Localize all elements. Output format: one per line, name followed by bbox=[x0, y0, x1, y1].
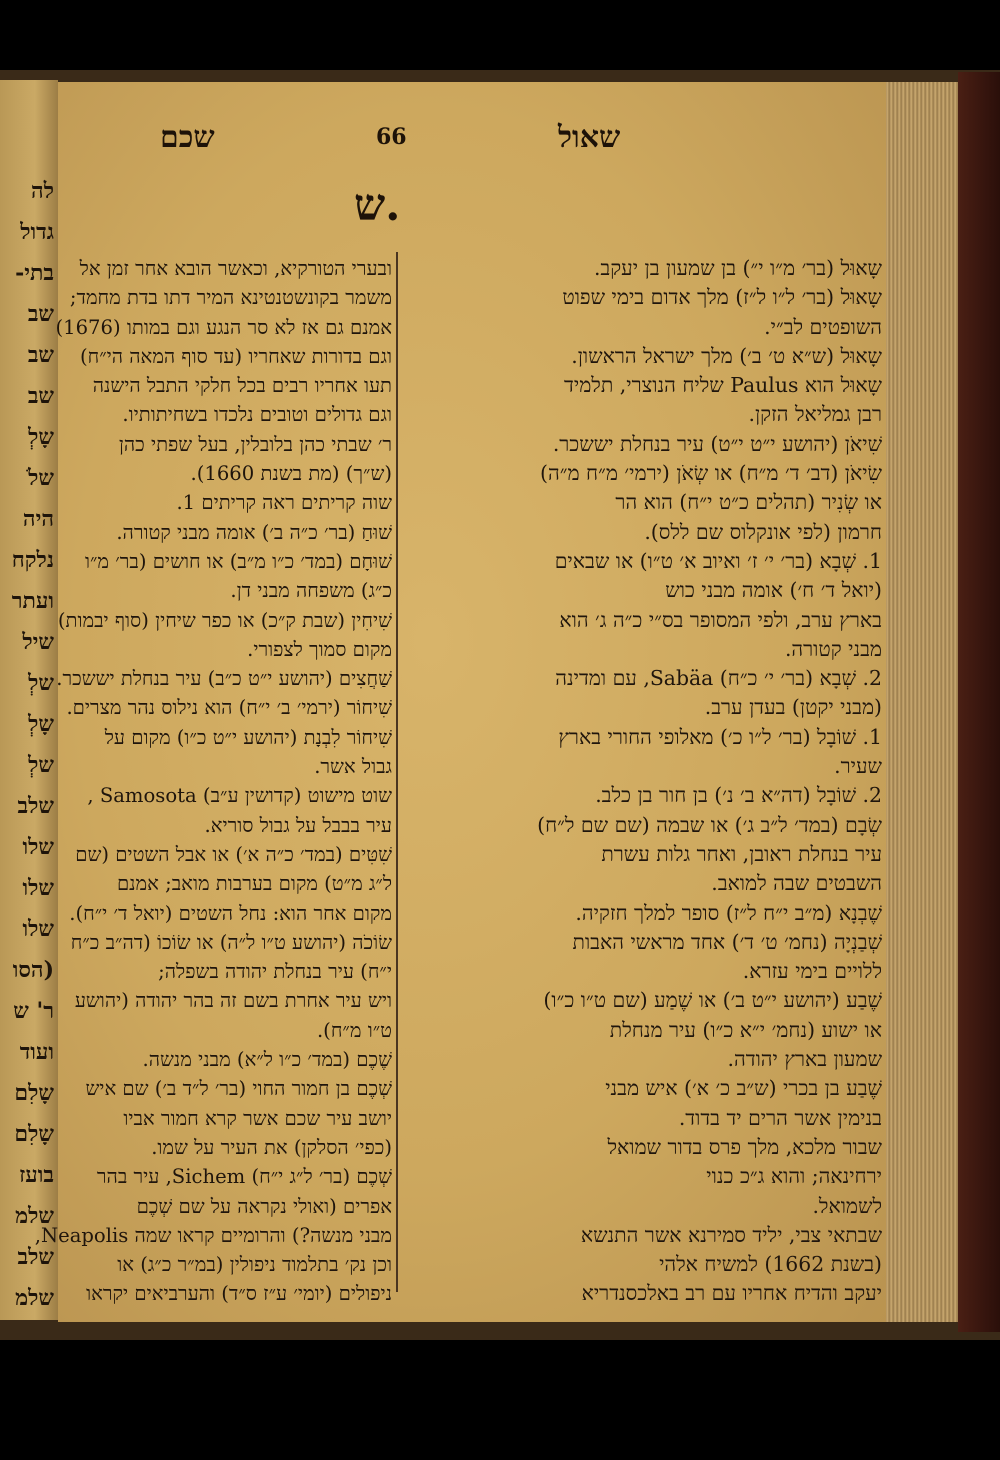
text-line: ללויים בימי עזרא. bbox=[742, 959, 882, 984]
text-line: שְׁבַנְיָה (נחמ׳ ט׳ ד׳) אחד מראשי האבות bbox=[572, 929, 882, 954]
previous-page-fragment: בתי- bbox=[15, 260, 54, 286]
previous-page-fragment: שב bbox=[27, 342, 54, 368]
text-line: שוה קריתים ראה קריתים 1. bbox=[176, 491, 392, 515]
text-line: (בשנת 1662) למשיח אלהי bbox=[659, 1252, 882, 1277]
previous-page-fragment: שב bbox=[27, 383, 54, 409]
header-right-word: שאול bbox=[558, 120, 621, 155]
previous-page-fragment: שלב bbox=[17, 1244, 54, 1270]
text-line: יעקב והדיח אחריו עם רב באלכסנדריא bbox=[581, 1281, 882, 1306]
text-line: שִׁיאֹן (יהושע י״ט י״ט) עיר בנחלת יששכר. bbox=[552, 431, 882, 456]
text-line: שֶׁבַע (יהושע י״ט ב׳) או שֶׁמַע (שם ט״ו כ״ו) bbox=[543, 988, 882, 1013]
text-line: חרמון (לפי אונקלוס שם ללס). bbox=[644, 519, 882, 544]
text-line: עיר בבבל על גבול סוריא. bbox=[204, 813, 392, 837]
previous-page-fragment: שָלִם bbox=[14, 1121, 54, 1147]
text-line: 2. שׁוֹבָל (דה״א ב׳ נ׳) בן חור בן כלב. bbox=[595, 783, 882, 808]
section-letter: ש. bbox=[354, 180, 401, 231]
text-line: שבור מלכא, מלך פרס בדור שמואל bbox=[607, 1134, 882, 1159]
text-line: שָאוּל (בר׳ מ״ו י״) בן שמעון בן יעקב. bbox=[593, 256, 882, 280]
previous-page-fragment: שלמ bbox=[15, 1203, 54, 1229]
previous-page-fragment: שלו bbox=[22, 834, 54, 860]
text-line: שׁוּחַ (בר׳ כ״ה ב׳) אומה מבני קטורה. bbox=[116, 520, 392, 544]
text-line: מקום סמוך לצפורי. bbox=[247, 637, 392, 661]
text-line: גבול אשר. bbox=[314, 755, 392, 779]
text-line: שמעון בארץ יהודה. bbox=[727, 1047, 882, 1072]
text-line: השבטים שבה למואב. bbox=[711, 871, 882, 896]
text-line: שִׁיחוֹר (ירמי׳ ב׳ י״ח) הוא נילוס נהר מצרים. bbox=[66, 696, 392, 720]
header-left-word: שכם bbox=[160, 120, 215, 155]
text-line: בנימין אשר הרים יד בדוד. bbox=[678, 1105, 882, 1130]
text-line: י״ח) עיר בנחלת יהודה בשפלה; bbox=[158, 960, 392, 984]
text-line: (מבני יקטן) בעדן ערב. bbox=[704, 695, 882, 720]
book-cover-edge bbox=[958, 72, 1000, 1332]
text-line: עיר בנחלת ראובן, ואחר גלות עשרת bbox=[601, 841, 882, 866]
previous-page-fragment: שלמ bbox=[15, 1285, 54, 1311]
text-line: 1. שְׁבָא (בר׳ י׳ ז׳ ואיוב א׳ ט״ו) או שבאים bbox=[554, 548, 882, 573]
text-line: ט״ו מ״ח). bbox=[316, 1018, 392, 1042]
text-line: וכן נק׳ בתלמוד ניפולין (במ״ר כ״ג) או bbox=[117, 1253, 392, 1277]
text-line: יושב עיר שכם אשר קרא חמור אביו bbox=[123, 1106, 392, 1130]
text-line: שְׂבָם (במד׳ ל״ב ג׳) או שבמה (שם שם ל״ח) bbox=[537, 812, 882, 837]
text-line: מבני מנשה?) והרומיים קראו שמה Neapolis, bbox=[34, 1223, 392, 1247]
text-line: שֶׁבַע בן בכרי (ש״ב כ׳ א׳) איש מבני bbox=[605, 1076, 882, 1101]
previous-page-fragment: (הסו bbox=[12, 957, 54, 983]
page-number: 66 bbox=[376, 124, 407, 150]
text-line: שׂוֹכֹה (יהושע ט״ו ל״ה) או שׂוֹכוֹ (דה״ב כ״ח bbox=[70, 930, 392, 954]
previous-page-fragment: שלְ bbox=[28, 752, 54, 778]
previous-page-fragment: בועז bbox=[19, 1162, 54, 1188]
previous-page-fragment: שב bbox=[27, 301, 54, 327]
page-stack-edge bbox=[882, 82, 962, 1322]
text-line: שְׁכֶם בן חמור החוי (בר׳ ל״ד ב׳) שם איש bbox=[85, 1077, 392, 1101]
text-line: אמנם גם אז לא סר הנגע וגם במותו (1676) bbox=[55, 315, 392, 339]
right-column bbox=[404, 254, 882, 1314]
text-line: ירחינאה; והוא ג״כ כנוי bbox=[706, 1164, 882, 1189]
text-line: שַׁחֲצִים (יהושע י״ט כ״ב) עיר בנחלת יששכר. bbox=[56, 667, 392, 691]
previous-page-fragment: שלֹ bbox=[28, 465, 54, 491]
text-line: שוט מישוט (קדושין ע״ב) Samosota , bbox=[87, 784, 392, 808]
text-line: ר׳ שבתי כהן בלובלין, בעל שפתי כהן bbox=[118, 432, 392, 456]
text-line: אפרים (ואולי נקראה על שם שְׁכֶם bbox=[136, 1194, 392, 1218]
text-line: או ישוע (נחמ׳ י״א כ״ו) עיר מנחלת bbox=[609, 1017, 882, 1042]
text-line: מבני קטורה. bbox=[784, 636, 882, 661]
text-line: ובערי הטורקיא, וכאשר הובא אחר זמן אל bbox=[79, 257, 392, 280]
text-line: השופטים לב״י. bbox=[764, 314, 882, 339]
text-line: (כפי׳ הסלקן) את העיר על שמו. bbox=[151, 1135, 392, 1159]
text-line: וגם גדולים וטובים נלכדו בשחיתותיו. bbox=[122, 403, 392, 427]
text-line: שָאוּל הוא Paulus שליח הנוצרי, תלמיד bbox=[564, 373, 882, 398]
previous-page-edge bbox=[0, 80, 58, 1320]
text-line: או שְׂנִיר (תהלים כ״ט י״ח) הוא הר bbox=[615, 490, 882, 515]
text-line: תעו אחריו רבים בכל חלקי התבל הישנה bbox=[92, 374, 392, 398]
text-line: שִׁטִּים (במד׳ כ״ה א׳) או אבל השטים (שם bbox=[75, 842, 392, 866]
text-line: רבן גמליאל הזקן. bbox=[748, 402, 882, 427]
previous-page-fragment: היה bbox=[22, 506, 54, 532]
previous-page-fragment: ועתר bbox=[11, 588, 54, 614]
column-divider bbox=[396, 252, 398, 1292]
text-line: שִׂיאֹן (דב׳ ד׳ מ״ח) או שְׂאֹן (ירמי׳ מ״ח מ״ה) bbox=[540, 461, 882, 486]
text-line: מקום אחר הוא: נחל השטים (יואל ד׳ י״ח). bbox=[69, 901, 392, 925]
previous-page-fragment: שָלִם bbox=[14, 1080, 54, 1106]
text-line: שְׁכֶם (בר׳ ל״ג י״ח) Sichem, עיר בהר bbox=[96, 1165, 392, 1189]
previous-page-fragment: שלב bbox=[17, 793, 54, 819]
text-line: ויש עיר אחרת בשם זה בהר יהודה (יהושע bbox=[74, 989, 392, 1013]
previous-page-fragment: שלו bbox=[22, 875, 54, 901]
text-line: לשמואל. bbox=[812, 1193, 882, 1218]
text-line: 2. שְׁבָא (בר׳ י׳ כ״ח) Sabäa, עם ומדינה bbox=[555, 666, 882, 691]
text-line: שעיר. bbox=[834, 754, 882, 779]
text-line: שִׁיחוֹר לִבְנָת (יהושע י״ט כ״ו) מקום על bbox=[104, 725, 392, 749]
text-line: שִׁיחִין (שבת ק״כ) או כפר שיחין (סוף יבמות) bbox=[57, 608, 392, 632]
text-line: וגם בדורות שאחריו (עד סוף המאה הי״ח) bbox=[79, 344, 392, 368]
text-line: שׁוּחָם (במד׳ כ״ו מ״ב) או חושים (בר׳ מ״ו bbox=[84, 549, 392, 573]
text-line: (יואל ד׳ ח׳) אומה מבני כוש bbox=[665, 578, 882, 603]
text-line: שָאוּל (בר׳ ל״ו ל״ז) מלך אדום בימי שפוט bbox=[562, 285, 882, 310]
previous-page-fragment: שלו bbox=[22, 916, 54, 942]
text-line: משמר בקונשטנטינא המיר דתו בדת מחמד; bbox=[69, 286, 392, 310]
text-line: ל״ג מ״ט) מקום בערבות מואב; אמנם bbox=[116, 872, 392, 896]
previous-page-fragment: שיל bbox=[22, 629, 54, 655]
text-line: 1. שׁוֹבָל (בר׳ ל״ו כ׳) מאלופי החורי בארץ bbox=[558, 724, 882, 749]
text-line: ניפולים (יומי׳ ע״ז ס״ד) והערביאים יקראו bbox=[86, 1282, 392, 1306]
previous-page-fragment: שָלְ bbox=[28, 711, 54, 737]
text-line: שֶׁכֶם (במד׳ כ״ו ל״א) מבני מנשה. bbox=[142, 1048, 392, 1072]
previous-page-fragment: גדול bbox=[20, 219, 54, 245]
text-line: שבתאי צבי, יליד סמירנא אשר התנשא bbox=[580, 1222, 882, 1247]
previous-page-fragment: ועוד bbox=[19, 1039, 54, 1065]
text-line: בארץ ערב, ולפי המסופר בס״י כ״ה ג׳ הוא bbox=[559, 607, 882, 632]
previous-page-fragment: לה bbox=[31, 178, 54, 204]
previous-page-fragment: שלְ bbox=[28, 670, 54, 696]
text-line: (ש״ך) (מת בשנת 1660). bbox=[190, 462, 392, 486]
text-line: שָאוּל (ש״א ט׳ ב׳) מלך ישראל הראשון. bbox=[571, 343, 882, 368]
previous-page-fragment: נלקח bbox=[11, 547, 54, 573]
text-line: שֶׁבְנָא (מ״ב י״ח ל״ז) סופר למלך חזקיה. bbox=[575, 900, 882, 925]
previous-page-fragment: שָלְ bbox=[28, 424, 54, 450]
previous-page-fragment: ר' ש bbox=[13, 998, 54, 1024]
text-line: כ״ג) משפחה מבני דן. bbox=[230, 579, 392, 603]
